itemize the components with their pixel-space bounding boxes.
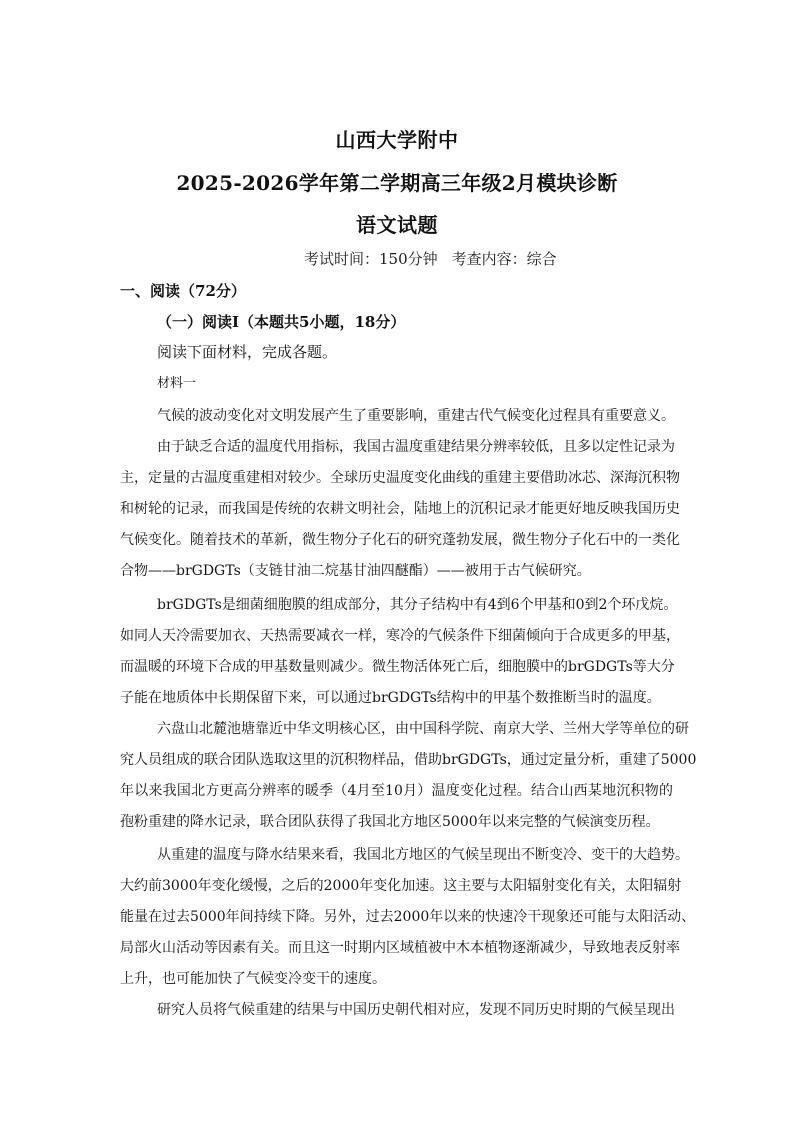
paragraph-line: 六盘山北麓池塘靠近中华文明核心区，由中国科学院、南京大学、兰州大学等单位的研: [157, 721, 689, 737]
subject-title: 语文试题: [356, 213, 438, 237]
exam-time: 考试时间：150分钟: [304, 250, 438, 268]
paragraph-line: 气候变化。随着技术的革新，微生物分子化石的研究蓬勃发展，微生物分子化石中的一类化: [120, 532, 680, 548]
paragraph-line: 能量在过去5000年间持续下降。另外，过去2000年以来的快速冷干现象还可能与太阳活动、: [120, 909, 696, 925]
paragraph-line: brGDGTs是细菌细胞膜的组成部分，其分子结构中有4到6个甲基和0到2个环戊烷。: [157, 597, 678, 613]
paragraph-line: 大约前3000年变化缓慢，之后的2000年变化加速。这主要与太阳辐射变化有关，太阳辐射: [120, 878, 682, 894]
paragraph-line: 孢粉重建的降水记录，联合团队获得了我国北方地区5000年以来完整的气候演变历程。: [120, 814, 660, 830]
paragraph-line: 局部火山活动等因素有关。而且这一时期内区域植被中木本植物逐渐减少，导致地表反射率: [120, 940, 680, 956]
paragraph-line: 合物——brGDGTs（支链甘油二烷基甘油四醚酯）——被用于古气候研究。: [120, 563, 591, 579]
paragraph-line: 气候的波动变化对文明发展产生了重要影响，重建古代气候变化过程具有重要意义。: [157, 408, 675, 424]
material-label: 材料一: [157, 376, 197, 391]
paragraph-line: 和树轮的记录，而我国是传统的农耕文明社会，陆地上的沉积记录才能更好地反映我国历史: [120, 501, 680, 517]
paragraph-line: 究人员组成的联合团队选取这里的沉积物样品，借助brGDGTs，通过定量分析，重建了5000: [120, 752, 697, 768]
paragraph-line: 子能在地质体中长期保留下来，可以通过brGDGTs结构中的甲基个数推断当时的温度。: [120, 690, 661, 706]
paragraph-line: 而温暖的环境下合成的甲基数量则减少。微生物活体死亡后，细胞膜中的brGDGTs等大分: [120, 659, 675, 675]
paragraph-line: 由于缺乏合适的温度代用指标，我国古温度重建结果分辨率较低，且多以定性记录为: [157, 439, 675, 455]
paragraph-line: 研究人员将气候重建的结果与中国历史朝代相对应，发现不同历史时期的气候呈现出: [157, 1002, 675, 1018]
exam-title: 2025-2026学年第二学期高三年级2月模块诊断: [176, 171, 618, 195]
paragraph-line: 如同人天冷需要加衣、天热需要减衣一样，寒冷的气候条件下细菌倾向于合成更多的甲基，: [120, 628, 680, 644]
school-name: 山西大学附中: [335, 128, 459, 152]
exam-content: 考查内容：综合: [451, 250, 557, 268]
paragraph-line: 从重建的温度与降水结果来看，我国北方地区的气候呈现出不断变冷、变干的大趋势。: [157, 847, 689, 863]
exam-info: [304, 249, 557, 269]
paragraph-line: 主，定量的古温度重建相对较少。全球历史温度变化曲线的重建主要借助冰芯、深海沉积物: [120, 470, 680, 486]
subsection-heading: （一）阅读Ⅰ（本题共5小题，18分）: [157, 313, 406, 331]
section-heading: 一、阅读（72分）: [120, 282, 246, 300]
paragraph-line: 年以来我国北方更高分辨率的暖季（4月至10月）温度变化过程。结合山西某地沉积物的: [120, 783, 673, 799]
paragraph-line: 上升，也可能加快了气候变冷变干的速度。: [120, 971, 386, 987]
instruction-text: 阅读下面材料，完成各题。: [157, 343, 338, 361]
